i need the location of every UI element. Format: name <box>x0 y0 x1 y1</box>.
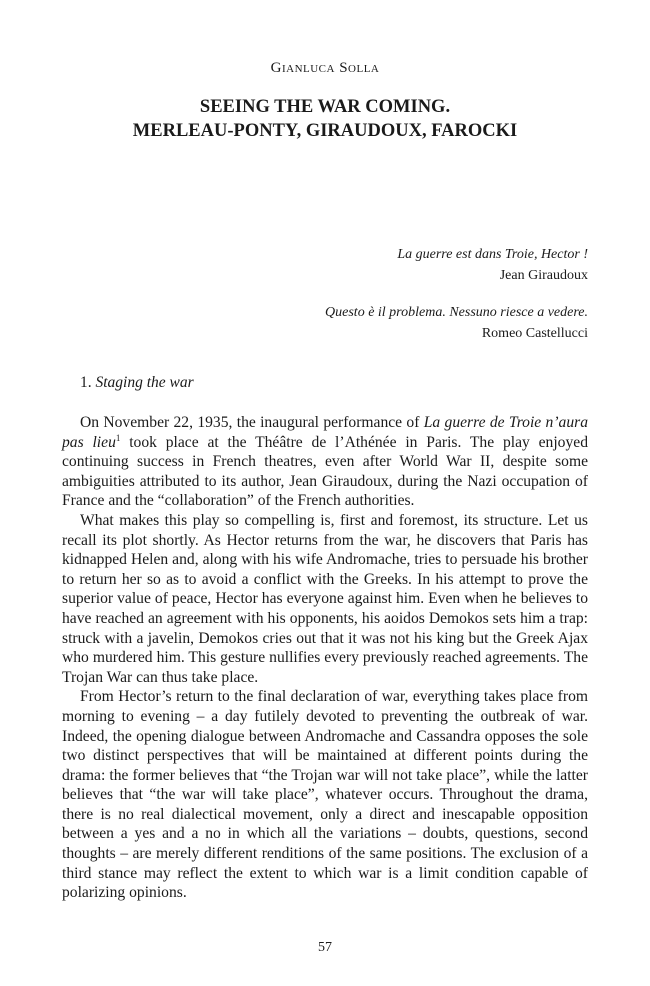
footnote-marker[interactable]: 1 <box>115 432 121 443</box>
page-number: 57 <box>318 940 332 955</box>
epigraph-2 <box>68 302 588 344</box>
epigraph-attribution: Romeo Castellucci <box>481 326 588 341</box>
section-number: 1. <box>80 374 92 391</box>
body-text <box>62 413 588 903</box>
author-name: Gianluca Solla <box>270 60 380 76</box>
paragraph-1 <box>62 413 588 511</box>
title-line-1: SEEING THE WAR COMING. <box>199 97 451 117</box>
title-line-2: MERLEAU-PONTY, GIRAUDOUX, FAROCKI <box>132 121 518 141</box>
article-title <box>0 95 650 143</box>
paragraph-1-rest: took place at the Théâtre de l’Athénée in Paris. The play enjoyed continuing success in French theatres, even after World War II, despite some ambiguities attributed to its author, Jean Giraudoux, during the Nazi occupation of France and the “collaboration” of the French authorities. <box>62 433 588 510</box>
paragraph-2: What makes this play so compelling is, first and foremost, its structure. Let us recall its plot shortly. As Hector returns from the war, he discovers that Paris has kidnapped Helen and, along with his wife Andromache, tries to persuade his brother to return her so as to avoid a conflict with the Greeks. In his attempt to prove the superior value of peace, Hector has everyone against him. Even when he believes to have reached an agreement with his opponents, his aoidos Demokos sets him a trap: struck with a javelin, Demokos cries out that it was not his king but the Greek Ajax who murdered him. This gesture nullifies every previously reached agreements. The Trojan War can thus take place. <box>62 511 588 686</box>
section-title: Staging the war <box>95 374 194 391</box>
epigraph-1 <box>68 244 588 286</box>
epigraph-attribution: Jean Giraudoux <box>499 268 588 283</box>
paragraph-3: From Hector’s return to the final declaration of war, everything takes place from morning to evening – a day futilely devoted to preventing the outbreak of war. Indeed, the opening dialogue between Andromache and Cassandra opposes the sole two distinct perspectives that will be maintained at different points during the drama: the former believes that “the Trojan war will not take place”, while the latter believes that “the war will take place”, whatever occurs. Throughout the drama, there is no real dialectical movement, only a direct and inescapable opposition between a yes and a no in which all the variations – doubts, questions, second thoughts – are merely different renditions of the same positions. The exclusion of a third stance may reflect the extent to which war is a limit condition capable of polarizing opinions. <box>62 688 588 902</box>
epigraph-quote: La guerre est dans Troie, Hector ! <box>397 247 588 262</box>
section-heading <box>80 374 194 392</box>
play-title: La guerre de Troie n’aura pas lieu <box>62 414 588 451</box>
epigraph-quote: Questo è il problema. Nessuno riesce a vedere. <box>325 305 588 320</box>
paragraph-1-lead: On November 22, 1935, the inaugural performance of <box>80 414 424 431</box>
